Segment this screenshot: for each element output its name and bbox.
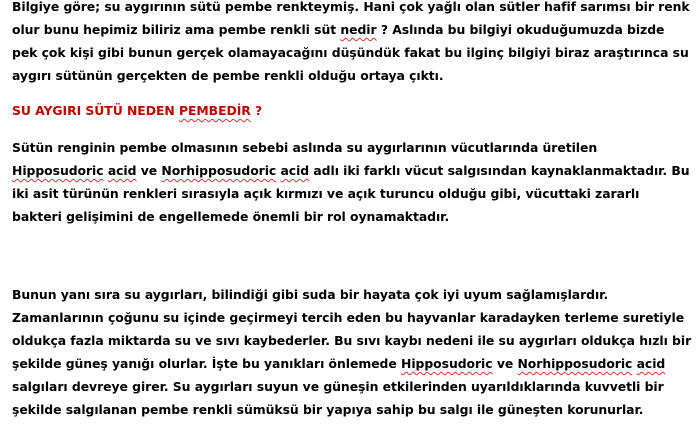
- heading-text: SU AYGIRI SÜTÜ NEDEN: [12, 103, 179, 118]
- misspelled-word[interactable]: acid: [280, 163, 310, 178]
- text-run: ve: [136, 163, 162, 178]
- text-run: Sütün renginin pembe olmasının sebebi aslında su aygırlarının vücutlarında üretilen: [12, 140, 598, 155]
- misspelled-word[interactable]: Norhipposudoric: [161, 163, 277, 178]
- misspelled-word[interactable]: PEMBEDİR: [178, 103, 251, 118]
- misspelled-word[interactable]: Norhipposudoric: [517, 356, 633, 371]
- text-run: Bilgiye göre; su aygırının sütü pembe renkteymiş. Hani çok yağlı olan sütler hafif sarımsı bir renk olur bunu hepimiz biliriz ama pembe renkli süt: [12, 0, 690, 37]
- paragraph-adaptation: [12, 283, 695, 421]
- paragraph-reason: [12, 136, 692, 228]
- text-run: Bunun yanı sıra su aygırları, bilindiği gibi suda bir hayata çok iyi uyum sağlamışlardır. Zamanlarının çoğunu su içinde geçirmeyi tercih eden bu hayvanlar karadayken terleme suretiyle oldukça fazla miktarda su ve sıvı kaybederler. Bu sıvı kaybı nedeni ile su aygırları oldukça hızlı bir şekilde güneş yanığı olurlar. İşte bu yanıkları önlemede: [12, 287, 692, 371]
- text-run: ve: [492, 356, 518, 371]
- misspelled-word[interactable]: Hipposudoric: [12, 163, 104, 178]
- text-run: salgıları devreye girer. Su aygırları suyun ve güneşin etkilerinden uyarıldıklarında kuvvetli bir şekilde salgılanan pembe renkli sümüksü bir yapıya sahip bu salgı ile güneşten korunurlar.: [12, 379, 664, 417]
- section-heading: [12, 99, 262, 122]
- misspelled-word[interactable]: nedir: [340, 22, 377, 37]
- text-run: ? Aslında bu bilgiyi okuduğumuzda bizde pek çok kişi gibi bunun gerçek olamayacağını düşündük fakat bu ilginç bilgiyi biraz araştırınca su aygırı sütünün gerçekten de pembe renkli olduğu ortaya çıktı.: [12, 22, 689, 83]
- misspelled-word[interactable]: acid: [636, 356, 666, 371]
- misspelled-word[interactable]: Hipposudoric: [401, 356, 493, 371]
- misspelled-word[interactable]: acid: [107, 163, 137, 178]
- paragraph-intro: [12, 0, 692, 87]
- text-run: adlı iki farklı vücut salgısından kaynaklanmaktadır. Bu iki asit türünün renkleri sırasıyla açık kırmızı ve açık turuncu olduğu gibi, vücuttaki zararlı bakteri gelişimini de engellemede önemli bir rol oynamaktadır.: [12, 163, 690, 224]
- heading-text: ?: [250, 103, 263, 118]
